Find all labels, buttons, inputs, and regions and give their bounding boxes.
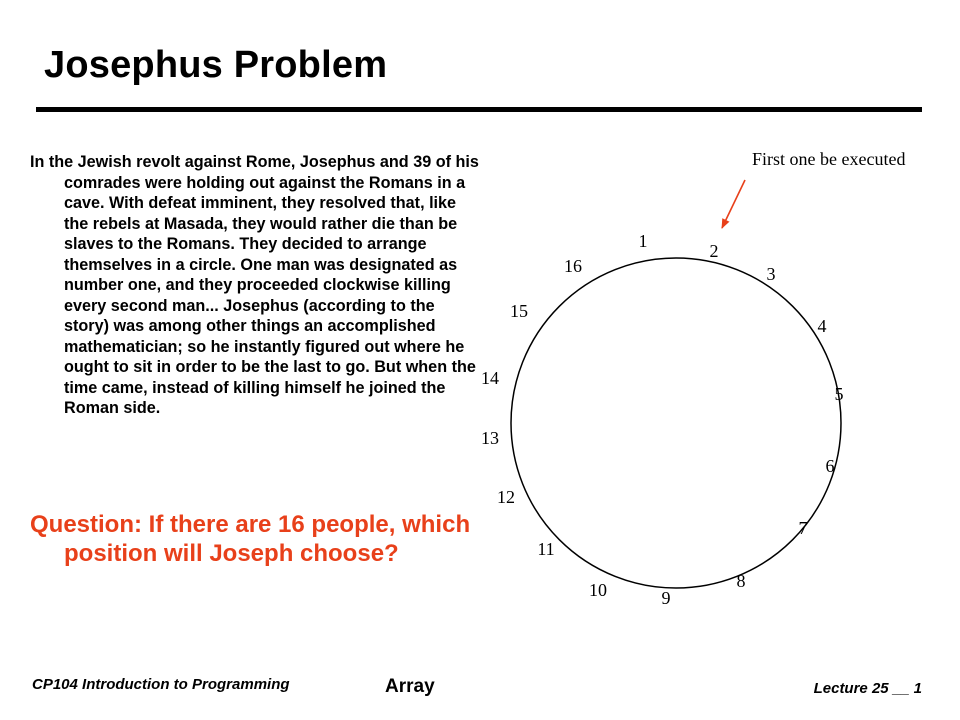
position-label-11: 11 (537, 539, 555, 560)
position-label-2: 2 (709, 241, 719, 262)
question-text: Question: If there are 16 people, which position will Joseph choose? (30, 511, 471, 567)
annotation-arrow (722, 180, 745, 228)
position-label-8: 8 (736, 571, 746, 592)
position-label-1: 1 (638, 231, 648, 252)
position-label-5: 5 (834, 384, 844, 405)
slide-title: Josephus Problem (44, 44, 388, 86)
course-name: CP104 Introduction to Programming (32, 676, 290, 693)
position-label-14: 14 (481, 368, 499, 389)
lecture-number: Lecture 25 __ 1 (813, 680, 922, 697)
position-label-3: 3 (766, 264, 776, 285)
position-label-13: 13 (481, 428, 499, 449)
position-label-12: 12 (497, 487, 515, 508)
people-circle (511, 258, 841, 588)
position-label-6: 6 (825, 456, 835, 477)
position-label-10: 10 (589, 580, 607, 601)
position-labels (481, 231, 844, 608)
executed-annotation: First one be executed (752, 149, 906, 169)
story-paragraph: In the Jewish revolt against Rome, Josephus and 39 of his comrades were holding out against the Romans in a cave. With defeat imminent, they resolved that, like the rebels at Masada, they would rather die than be slaves to the Romans. They decided to arrange themselves in a circle. One man was designated as number one, and they proceeded clockwise killing every second man... Josephus (according to the story) was among other things an accomplished mathematician; so he instantly figured out where he ought to sit in order to be the last to go. But when the time came, instead of killing himself he joined the Roman side. (30, 153, 479, 417)
position-label-15: 15 (510, 301, 528, 322)
position-label-7: 7 (798, 518, 808, 539)
position-label-16: 16 (564, 256, 582, 277)
position-label-9: 9 (661, 588, 671, 609)
position-label-4: 4 (817, 316, 827, 337)
lecture-topic: Array (385, 676, 435, 697)
